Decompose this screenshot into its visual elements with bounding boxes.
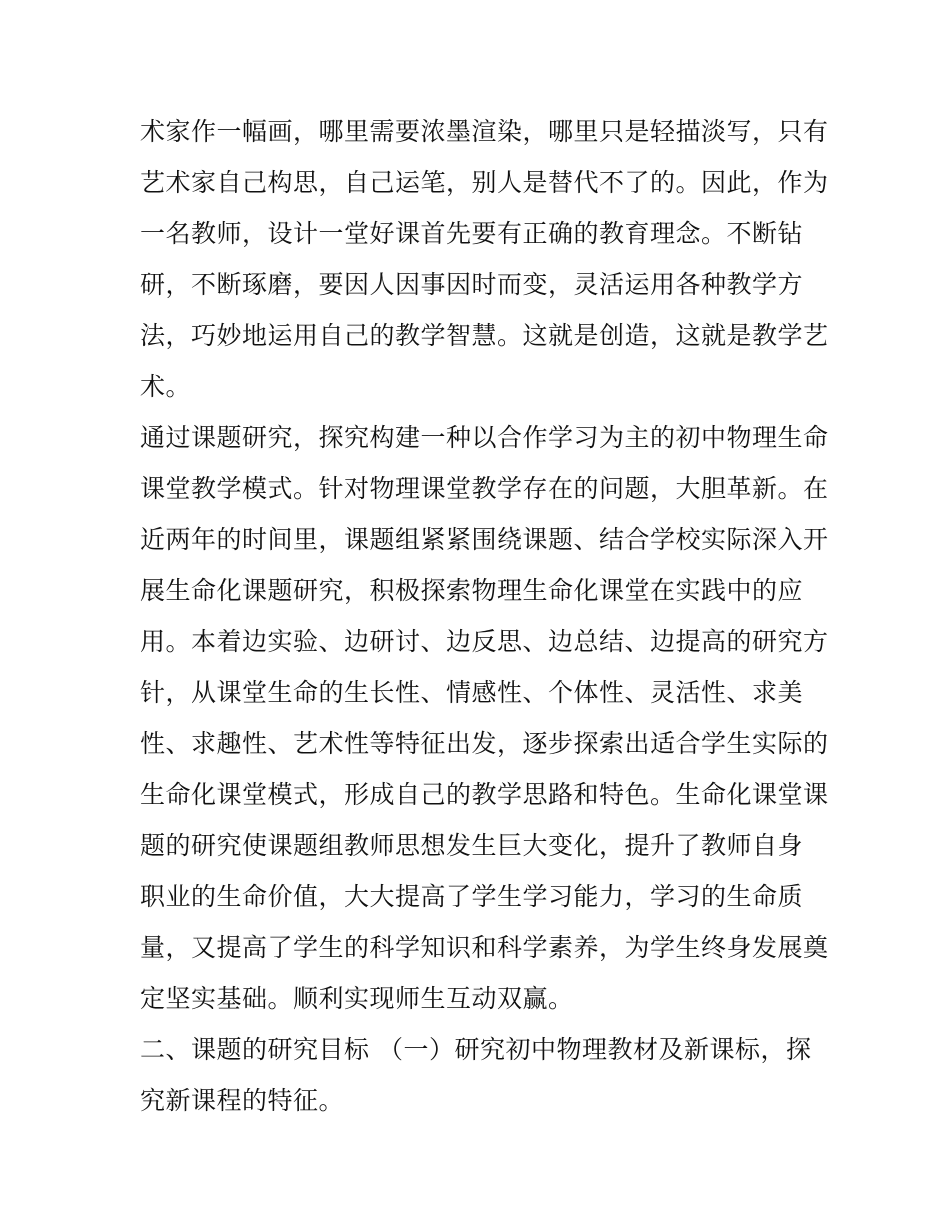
text-line: 展生命化课题研究，积极探索物理生命化课堂在实践中的应 <box>140 576 804 605</box>
text-line: 题的研究使课题组教师思想发生巨大变化，提升了教师自身 <box>140 831 804 860</box>
document-body <box>140 106 829 1126</box>
paragraph-3-heading <box>140 1024 812 1126</box>
text-line: 通过课题研究，探究构建一种以合作学习为主的初中物理生命 <box>140 423 829 452</box>
text-line: 术家作一幅画，哪里需要浓墨渲染，哪里只是轻描淡写，只有 <box>140 117 829 146</box>
text-line: 法，巧妙地运用自己的教学智慧。这就是创造，这就是教学艺 <box>140 321 829 350</box>
text-line: 究新课程的特征。 <box>140 1086 345 1115</box>
paragraph-1 <box>140 106 829 412</box>
text-line: 用。本着边实验、边研讨、边反思、边总结、边提高的研究方 <box>140 627 829 656</box>
text-line: 艺术家自己构思，自己运笔，别人是替代不了的。因此，作为 <box>140 168 829 197</box>
text-line: 术。 <box>140 372 192 401</box>
text-line: 生命化课堂模式，形成自己的教学思路和特色。生命化课堂课 <box>140 780 829 809</box>
text-line: 定坚实基础。顺利实现师生互动双赢。 <box>140 984 574 1013</box>
text-line: 针，从课堂生命的生长性、情感性、个体性、灵活性、求美 <box>140 678 804 707</box>
text-line: 量，又提高了学生的科学知识和科学素养，为学生终身发展奠 <box>140 933 829 962</box>
text-line: 二、课题的研究目标 （一）研究初中物理教材及新课标，探 <box>140 1035 812 1064</box>
text-line: 课堂教学模式。针对物理课堂教学存在的问题，大胆革新。在 <box>140 474 829 503</box>
text-line: 一名教师，设计一堂好课首先要有正确的教育理念。不断钻 <box>140 219 804 248</box>
text-line: 职业的生命价值，大大提高了学生学习能力，学习的生命质 <box>140 882 804 911</box>
text-line: 研，不断琢磨，要因人因事因时而变，灵活运用各种教学方 <box>140 270 804 299</box>
text-line: 性、求趣性、艺术性等特征出发，逐步探索出适合学生实际的 <box>140 729 829 758</box>
paragraph-2 <box>140 412 829 1024</box>
text-line: 近两年的时间里，课题组紧紧围绕课题、结合学校实际深入开 <box>140 525 829 554</box>
